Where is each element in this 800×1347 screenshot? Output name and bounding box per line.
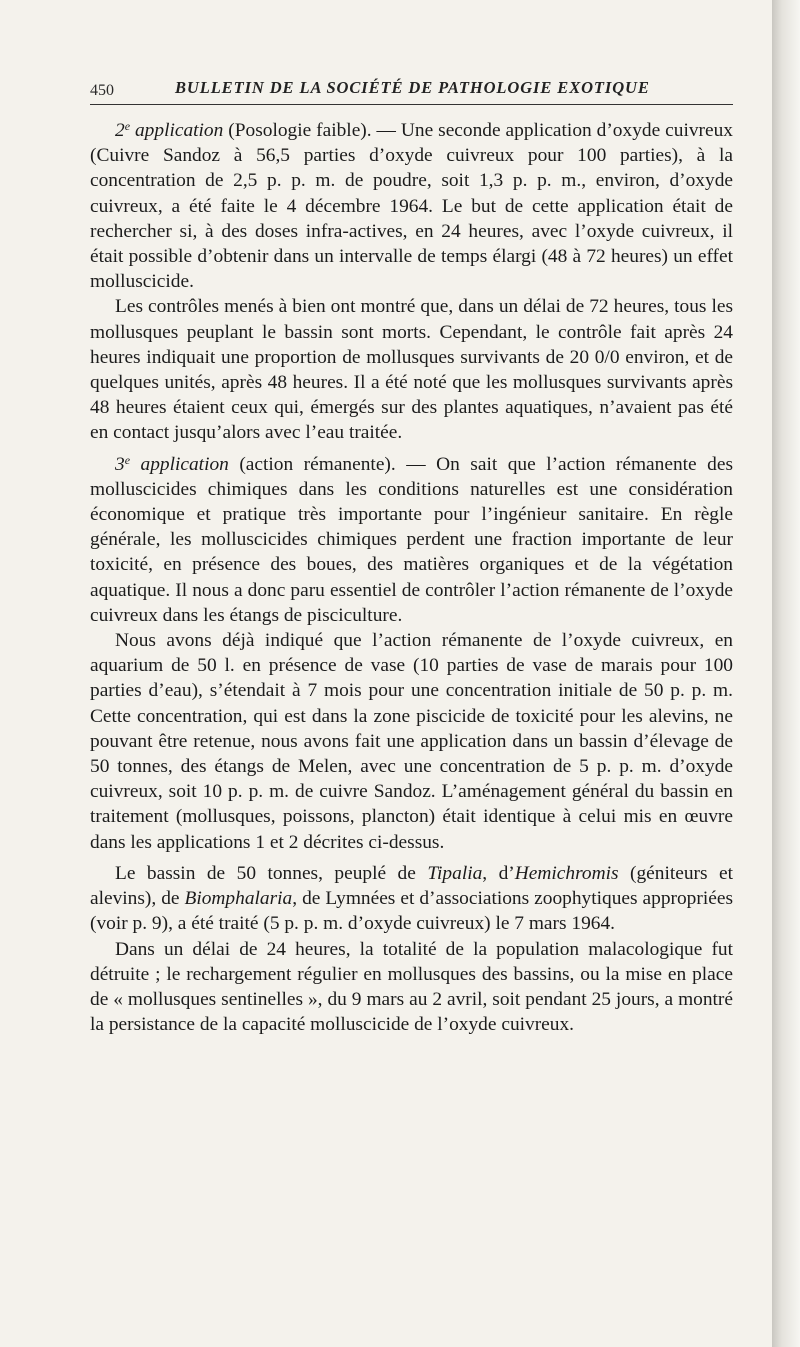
paragraph-results	[90, 937, 733, 1038]
paragraph-text: (action rémanente). — On sait que l’action rémanente des molluscicides chimiques dans les conditions naturelles est une considération économique et pratique très importante pour l’ingénieur sanitaire. En règle générale, les molluscicides chimiques perdent une fraction importante de leur toxicité, en présence des boues, des matières organiques et de la végétation aquatique. Il nous a donc paru essentiel de contrôler l’action rémanente de l’oxyde cuivreux dans les étangs de pisciculture.	[90, 453, 733, 626]
section-lead-number: 3e application	[115, 452, 229, 475]
paragraph-third-application	[90, 452, 733, 628]
genus-name: Biomphalaria	[184, 888, 293, 910]
genus-name: Tipalia	[427, 862, 483, 884]
paragraph-text: Les contrôles menés à bien ont montré que, dans un délai de 72 heures, tous les mollusques peuplant le bassin sont morts. Cependant, le contrôle fait après 24 heures indiquait une proportion de mollusques survivants de 20 0/0 environ, et de quelques unités, après 48 heures. Il a été noté que les mollusques survivants après 48 heures étaient ceux qui, émergés sur des plantes aquatiques, n’avaient pas été en contact jusqu’alors avec l’eau traitée.	[90, 296, 733, 444]
body-text	[90, 118, 733, 1037]
genus-name: Hemichromis	[514, 862, 619, 884]
paragraph-text: (Posologie faible). — Une seconde application d’oxyde cuivreux (Cuivre Sandoz à 56,5 parties d’oxyde cuivreux pour 100 parties), à la concentration de 2,5 p. p. m. de poudre, soit 1,3 p. p. m., environ, d’oxyde cuivreux, a été faite le 4 décembre 1964. Le but de cette application était de rechercher si, à des doses infra-actives, en 24 heures, avec l’oxyde cuivreux, il était possible d’obtenir dans un intervalle de temps élargi (48 à 72 heures) un effet molluscicide.	[90, 120, 733, 293]
paragraph-basin-treatment: Le bassin de 50 tonnes, peuplé de Tipalia, d’Hemichromis (géniteurs et alevins), de Biomphalaria, de Lymnées et d’associations zoophytiques appropriées (voir p. 9), a été traité (5 p. p. m. d’oxyde cuivreux) le 7 mars 1964.	[90, 862, 733, 935]
paragraph-text: Nous avons déjà indiqué que l’action rémanente de l’oxyde cuivreux, en aquarium de 50 l. en présence de vase (10 parties de vase de marais pour 100 parties d’eau), s’étendait à 7 mois pour une concentration initiale de 50 p. p. m. Cette concentration, qui est dans la zone piscicide de toxicité pour les alevins, ne pouvant être retenue, nous avons fait une application dans un bassin d’élevage de 50 tonnes, des étangs de Melen, avec une concentration de 5 p. p. m. d’oxyde cuivreux, soit 10 p. p. m. de cuivre Sandoz. L’aménagement général du bassin en traitement (mollusques, poissons, plancton) était identique à celui mis en œuvre dans les applications 1 et 2 décrites ci-dessus.	[90, 630, 733, 853]
paragraph-second-application	[90, 118, 733, 294]
paragraph-text: Dans un délai de 24 heures, la totalité de la population malacologique fut détruite ; le rechargement régulier en mollusques des bassins, ou la mise en place de « mollusques sentinelles », du 9 mars au 2 avril, soit pendant 25 jours, a montré la persistance de la capacité molluscicide de l’oxyde cuivreux.	[90, 938, 733, 1036]
page-number: 450	[90, 82, 114, 99]
running-title: BULLETIN DE LA SOCIÉTÉ DE PATHOLOGIE EXOTIQUE	[175, 78, 650, 97]
header-rule	[90, 104, 733, 105]
page-edge-shadow	[772, 0, 800, 1347]
paragraph-controls	[90, 294, 733, 445]
section-lead-number: 2e application	[115, 119, 224, 141]
paragraph-remanent-action	[90, 628, 733, 855]
page-header	[90, 76, 733, 104]
